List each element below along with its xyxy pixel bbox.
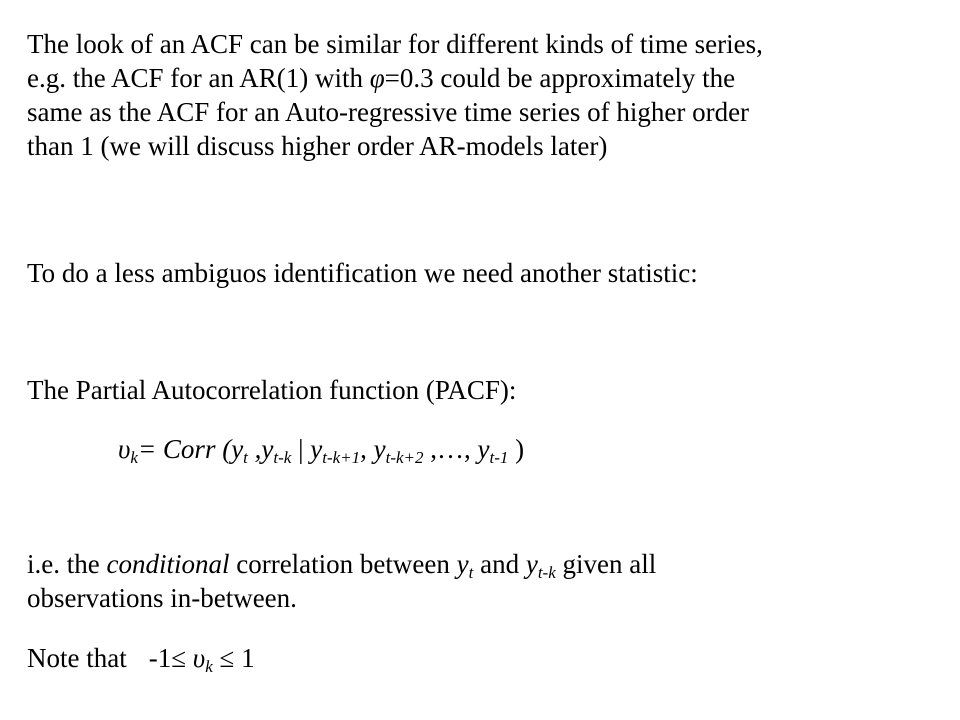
var-y: y <box>525 549 538 579</box>
var-y: y <box>310 434 323 464</box>
correlation-between-text: correlation between <box>229 549 457 579</box>
phi-symbol: φ <box>369 63 385 93</box>
intro-line-4: than 1 (we will discuss higher order AR-models later) <box>27 131 608 161</box>
identification-paragraph: To do a less ambiguos identification we need another statistic: <box>27 258 698 288</box>
conditional-bar: | <box>291 434 311 464</box>
intro-line-1: The look of an ACF can be similar for different kinds of time series, <box>27 29 763 59</box>
and-text: and <box>473 549 526 579</box>
subscript-t: t <box>468 563 474 582</box>
var-y: y <box>231 434 244 464</box>
ie-text: i.e. the <box>27 549 107 579</box>
conditional-line-2: observations in-between. <box>27 583 297 613</box>
pacf-formula <box>118 432 960 466</box>
var-y: y <box>477 434 490 464</box>
formula-close-paren: ) <box>508 434 525 464</box>
subscript-t-minus-1: t-1 <box>489 448 509 467</box>
subscript-t: t <box>243 448 248 467</box>
intro-paragraph <box>27 27 927 163</box>
pacf-heading: The Partial Autocorrelation function (PACF): <box>27 375 517 405</box>
intro-line-2-end: =0.3 could be approximately the <box>384 63 736 93</box>
note-that-text: Note that <box>27 643 127 673</box>
formula-corr: = Corr ( <box>137 434 232 464</box>
subscript-t-minus-k: t-k <box>537 563 556 582</box>
subscript-k: k <box>130 448 138 467</box>
upper-bound: ≤ 1 <box>212 643 255 673</box>
note-paragraph <box>27 641 927 675</box>
subscript-t-minus-k-plus-1: t-k+1 <box>322 448 361 467</box>
intro-line-2 <box>27 61 927 95</box>
formula-comma: , <box>360 434 374 464</box>
lower-bound: -1≤ <box>148 643 193 673</box>
subscript-t-minus-k: t-k <box>273 448 292 467</box>
upsilon-symbol: υ <box>118 434 131 464</box>
formula-comma: , <box>247 434 262 464</box>
conditional-word: conditional <box>106 549 230 579</box>
var-y: y <box>261 434 274 464</box>
subscript-k: k <box>205 657 213 676</box>
intro-line-2-start: e.g. the ACF for an AR(1) with <box>27 63 370 93</box>
formula-ellipsis: ,…, <box>423 434 478 464</box>
upsilon-symbol: υ <box>192 643 206 673</box>
subscript-t-minus-k-plus-2: t-k+2 <box>385 448 424 467</box>
intro-line-3: same as the ACF for an Auto-regressive time series of higher order <box>27 97 750 127</box>
var-y: y <box>456 549 469 579</box>
conditional-line-1 <box>27 547 927 581</box>
conditional-paragraph <box>27 547 927 615</box>
given-all-text: given all <box>555 549 657 579</box>
var-y: y <box>373 434 386 464</box>
